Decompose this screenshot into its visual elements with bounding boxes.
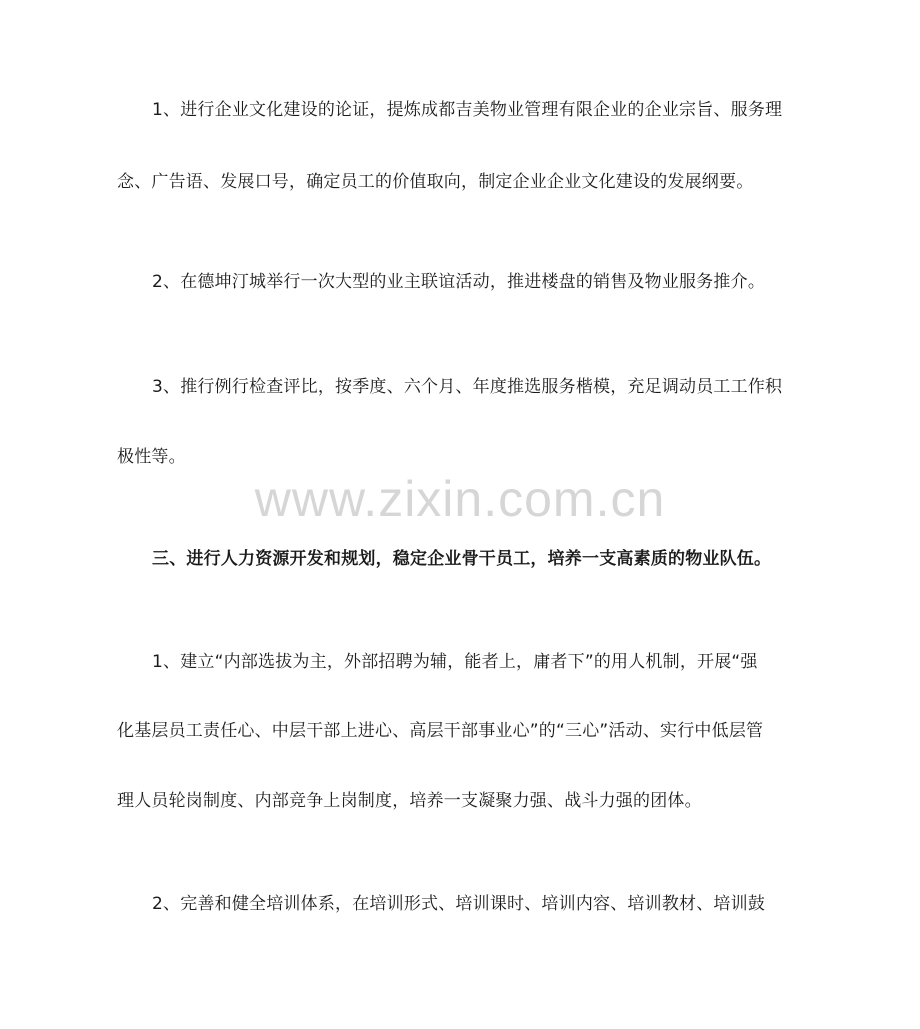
paragraph-line: 3、推行例行检查评比，按季度、六个月、年度推选服务楷模，充足调动员工工作积 (152, 377, 783, 397)
watermark: www.zixin.com.cn (254, 471, 666, 527)
paragraph-line: 理人员轮岗制度、内部竞争上岗制度，培养一支凝聚力强、战斗力强的团体。 (117, 791, 702, 811)
paragraph-line: 2、在德坤汀城举行一次大型的业主联谊活动，推进楼盘的销售及物业服务推介。 (152, 272, 766, 292)
paragraph-line: 念、广告语、发展口号，确定员工的价值取向，制定企业企业文化建设的发展纲要。 (117, 172, 754, 192)
paragraph-line: 极性等。 (117, 447, 186, 467)
section-heading: 三、进行人力资源开发和规划，稳定企业骨干员工，培养一支高素质的物业队伍。 (152, 549, 772, 569)
paragraph-line: 1、进行企业文化建设的论证，提炼成都吉美物业管理有限企业的企业宗旨、服务理 (152, 100, 783, 120)
paragraph-line: 化基层员工责任心、中层干部上进心、高层干部事业心”的“三心”活动、实行中低层管 (117, 721, 764, 741)
paragraph-line: 1、建立“内部选拔为主，外部招聘为辅，能者上，庸者下”的用人机制，开展“强 (152, 652, 758, 672)
paragraph-line: 2、完善和健全培训体系，在培训形式、培训课时、培训内容、培训教材、培训鼓 (152, 894, 766, 914)
